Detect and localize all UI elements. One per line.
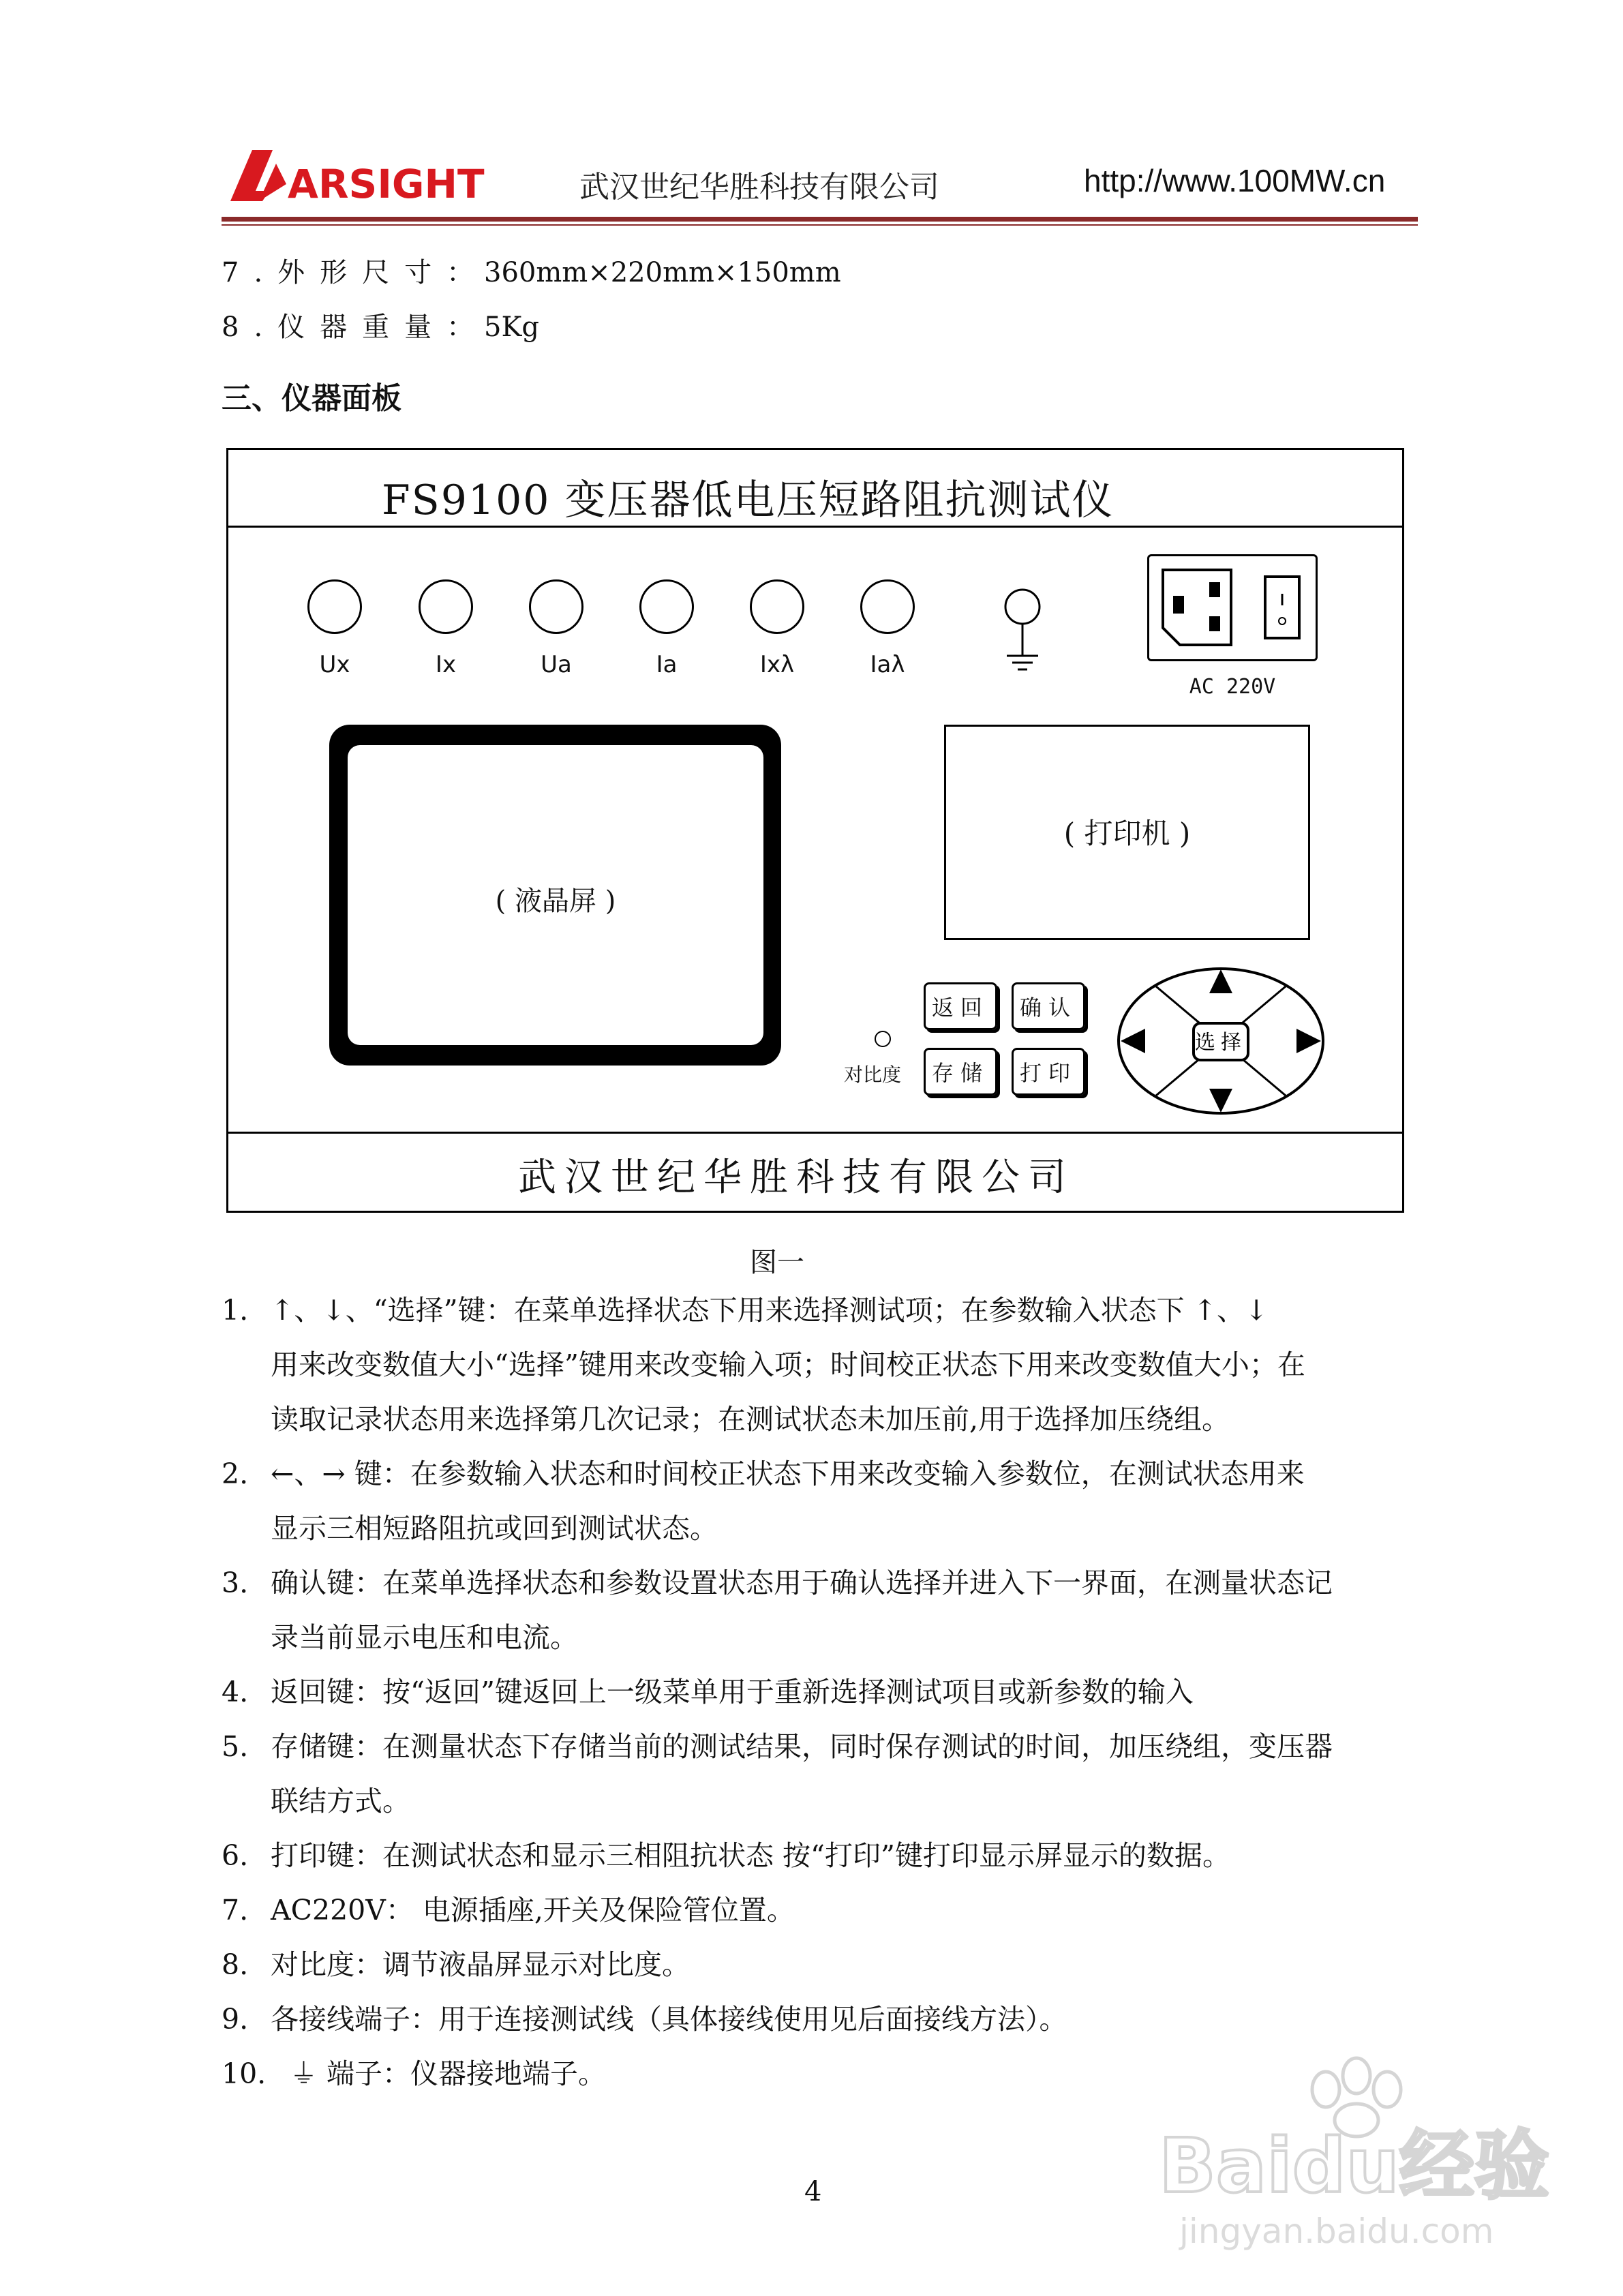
terminal-ia [639, 579, 694, 634]
list-item [222, 1447, 1421, 1556]
panel-title: FS9100 变压器低电压短路阻抗测试仪 [382, 477, 1114, 524]
page-number: 4 [804, 2176, 822, 2207]
item-text: AC220V： 电源插座,开关及保险管位置。 [271, 1894, 795, 1927]
down-arrow-icon[interactable] [1209, 1089, 1232, 1113]
item-text: ⏚ 端子：仪器接地端子。 [290, 2057, 607, 2090]
contrast-knob[interactable] [875, 1031, 891, 1047]
watermark-brand: Baidu经验 [1159, 2122, 1549, 2209]
panel-footer-divider [226, 1132, 1404, 1134]
baidu-watermark [1152, 2049, 1549, 2253]
list-item [222, 1556, 1421, 1665]
panel-footer: 武汉世纪华胜科技有限公司 [518, 1155, 1074, 1200]
watermark-url: jingyan.baidu.com [1179, 2211, 1494, 2251]
item-text: 对比度：调节液晶屏显示对比度。 [271, 1948, 690, 1981]
item-number: 7. [222, 1894, 249, 1927]
ground-terminal-icon [999, 588, 1046, 683]
back-key[interactable]: 返回 [924, 982, 997, 1030]
terminal-ix [419, 579, 473, 634]
lcd-screen-label: ( 液晶屏 ) [495, 886, 616, 917]
spec-value: 5Kg [484, 312, 539, 343]
power-socket [1147, 554, 1318, 661]
spec-label: 7.外形尺寸： [222, 257, 489, 288]
company-logo [225, 143, 485, 208]
up-arrow-icon[interactable] [1209, 969, 1232, 993]
item-text: 返回键：按“返回”键返回上一级菜单用于重新选择测试项目或新参数的输入 [271, 1676, 1194, 1708]
item-text: 各接线端子：用于连接测试线（具体接线使用见后面接线方法）。 [271, 2003, 1067, 2036]
spec-weight [222, 305, 539, 344]
spec-value: 360mm×220mm×150mm [484, 257, 841, 288]
item-number: 4. [222, 1676, 249, 1708]
item-number: 5. [222, 1730, 249, 1763]
terminal-label: Ux [319, 651, 350, 678]
item-text: ↑、↓、“选择”键：在菜单选择状态下用来选择测试项；在参数输入状态下 ↑、↓ [271, 1294, 1269, 1327]
item-text: ←、→ 键：在参数输入状态和时间校正状态下用来改变输入参数位，在测试状态用来 [271, 1457, 1305, 1490]
confirm-key[interactable]: 确认 [1012, 982, 1085, 1030]
select-key[interactable]: 选择 [1195, 1031, 1247, 1055]
item-text: 显示三相短路阻抗或回到测试状态。 [271, 1512, 718, 1545]
list-item [222, 1665, 1421, 1719]
item-text: 联结方式。 [271, 1785, 410, 1817]
list-item [222, 1828, 1421, 1883]
print-key[interactable]: 打印 [1012, 1048, 1085, 1096]
header-company: 武汉世纪华胜科技有限公司 [579, 170, 939, 205]
item-text: 录当前显示电压和电流。 [271, 1621, 578, 1654]
store-key[interactable]: 存储 [924, 1048, 997, 1096]
item-number: 2. [222, 1457, 249, 1490]
terminal-label: Ia [656, 651, 678, 678]
terminal-label: Iaλ [870, 651, 905, 678]
left-arrow-icon[interactable] [1121, 1029, 1145, 1053]
list-item [222, 1283, 1421, 1447]
item-number: 1. [222, 1294, 249, 1327]
terminal-label: Ua [541, 651, 572, 678]
header-rule-thin [222, 224, 1418, 226]
terminal-label: Ixλ [759, 651, 795, 678]
terminal-label: Ix [435, 651, 457, 678]
header-rule [222, 217, 1418, 222]
logo-text: ARSIGHT [288, 161, 485, 207]
terminal-ia-lambda [860, 579, 915, 634]
printer-label: ( 打印机 ) [1063, 817, 1191, 850]
list-item [222, 1992, 1421, 2046]
terminal-ua [529, 579, 583, 634]
contrast-label: 对比度 [844, 1063, 902, 1086]
direction-pad [1115, 966, 1326, 1116]
right-arrow-icon[interactable] [1296, 1029, 1321, 1053]
figure-caption: 图一 [750, 1247, 804, 1278]
section-title: 三、仪器面板 [222, 381, 401, 416]
item-number: 6. [222, 1839, 249, 1872]
list-item [222, 1883, 1421, 1937]
power-socket-icon [1149, 556, 1316, 659]
terminal-ix-lambda [750, 579, 804, 634]
item-number: 8. [222, 1948, 249, 1981]
terminal-ux [307, 579, 362, 634]
item-text: 读取记录状态用来选择第几次记录；在测试状态未加压前,用于选择加压绕组。 [271, 1403, 1230, 1436]
power-label: AC 220V [1189, 675, 1276, 699]
item-text: 存储键：在测量状态下存储当前的测试结果，同时保存测试的时间，加压绕组，变压器 [271, 1730, 1333, 1763]
item-text: 确认键：在菜单选择状态和参数设置状态用于确认选择并进入下一界面，在测量状态记 [271, 1567, 1333, 1599]
item-text: 打印键：在测试状态和显示三相阻抗状态 按“打印”键打印显示屏显示的数据。 [271, 1839, 1230, 1872]
item-text: 用来改变数值大小“选择”键用来改变输入项；时间校正状态下用来改变数值大小；在 [271, 1348, 1305, 1381]
item-number: 9. [222, 2003, 249, 2036]
item-number: 10. [222, 2057, 267, 2090]
list-item [222, 1719, 1421, 1828]
list-item [222, 1937, 1421, 1992]
spec-label: 8.仪器重量： [222, 312, 489, 343]
header-url[interactable]: http://www.100MW.cn [1084, 163, 1386, 198]
spec-dimensions [222, 251, 841, 290]
item-number: 3. [222, 1567, 249, 1599]
